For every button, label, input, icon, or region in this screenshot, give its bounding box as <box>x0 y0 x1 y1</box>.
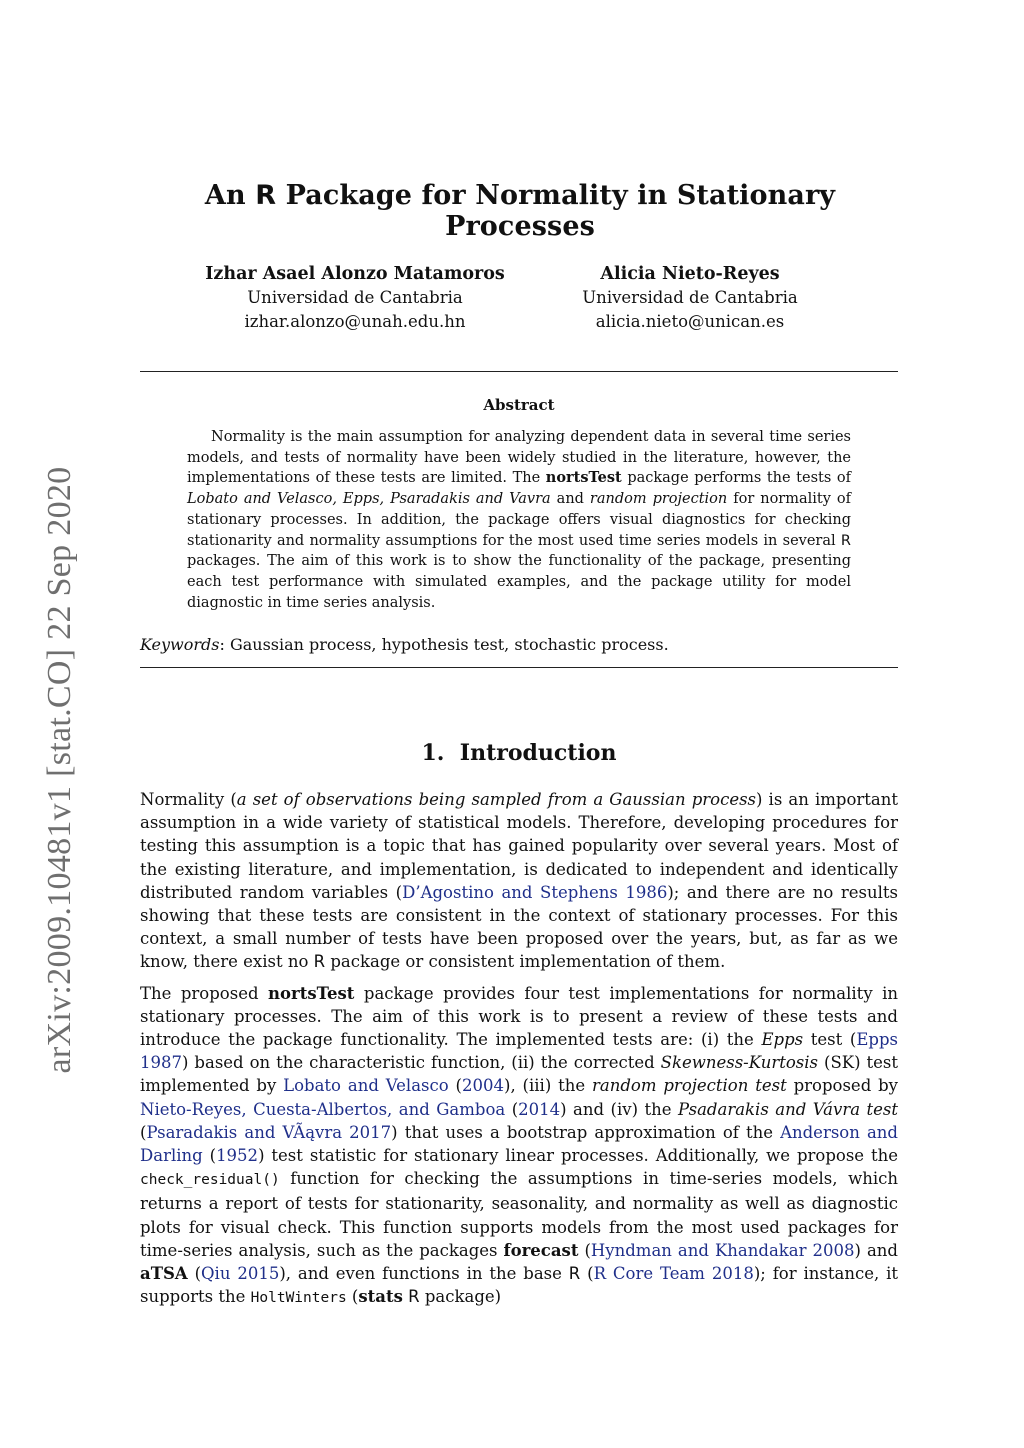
citation-link[interactable]: Anderson and Darling <box>140 1122 898 1166</box>
citation-year-link[interactable]: 2014 <box>518 1099 561 1119</box>
abstract-top-rule <box>140 371 898 372</box>
citation-link[interactable]: D’Agostino and Stephens 1986 <box>402 882 668 902</box>
paper-title: An R Package for Normality in Stationary Processes <box>204 180 836 242</box>
function-name: HoltWinters <box>250 1290 347 1307</box>
citation-link[interactable]: Lobato and Velasco <box>283 1076 449 1096</box>
r-language-mark: R <box>255 180 277 211</box>
citation-link[interactable]: Psaradakis and VÃąvra 2017 <box>146 1122 392 1142</box>
author-affiliation: Universidad de Cantabria <box>247 288 463 307</box>
paragraph: The proposed nortsTest package provides four test implementations for normality in stationary processes. The aim of this work is to present a review of these tests and introduce the package functionality. The implemented tests are: (i) the Epps test (Epps 1987) based on the characteristic function, (ii) the corrected Skewness-Kurtosis (SK) test implemented by Lobato and Velasco (2004), (iii) the random projection test proposed by Nieto-Reyes, Cuesta-Albertos, and Gamboa (2014) and (iv) the Psadarakis and Vávra test (Psaradakis and VÃąvra 2017) that uses a bootstrap approximation of the Anderson and Darling (1952) test statistic for stationary linear processes. Additionally, we propose the check_residual() function for checking the assumptions in time-series models, which returns a report of tests for stationarity, seasonality, and normality as well as diagnostic plots for visual check. This function supports models from the most used packages for time-series analysis, such as the packages forecast (Hyndman and Khandakar 2008) and aTSA (Qiu 2015), and even functions in the base R (R Core Team 2018); for instance, it supports the HoltWinters (stats R package) <box>140 983 899 1307</box>
citation-link[interactable]: Nieto-Reyes, Cuesta-Albertos, and Gamboa <box>140 1099 506 1119</box>
author-affiliation: Universidad de Cantabria <box>582 288 798 307</box>
section-heading-introduction: 1. Introduction <box>421 740 617 766</box>
paragraph: Normality (a set of observations being sampled from a Gaussian process) is an important assumption in a wide variety of statistical models. Therefore, developing procedures for testing this assumption is a topic that has gained popularity over several years. Most of the existing literature, and implementation, is dedicated to independent and identically distributed random variables (D’Agostino and Stephens 1986); and there are no results showing that these tests are consistent in the context of stationary processes. For this context, a small number of tests have been proposed over the years, but, as far as we know, there exist no R package or consistent implementation of them. <box>140 790 899 972</box>
author-block-1 <box>170 262 540 334</box>
abstract-bottom-rule <box>140 667 898 668</box>
abstract-heading: Abstract <box>483 396 555 414</box>
abstract-body: Normality is the main assumption for analyzing dependent data in several time series models, and tests of normality have been widely studied in the literature, however, the implementations of these tests are limited. The nortsTest package performs the tests of Lobato and Velasco, Epps, Psaradakis and Vavra and random projection for normality of stationary processes. In addition, the package offers visual diagnostics for checking stationarity and normality assumptions for the most used time series models in several R packages. The aim of this work is to show the functionality of the package, presenting each test performance with simulated examples, and the package utility for model diagnostic in time series analysis. <box>187 429 851 611</box>
keywords-line: Keywords: Gaussian process, hypothesis test, stochastic process. <box>140 635 669 654</box>
citation-link[interactable]: R Core Team 2018 <box>593 1264 754 1284</box>
author-email: izhar.alonzo@unah.edu.hn <box>244 312 466 331</box>
citation-link[interactable]: Hyndman and Khandakar 2008 <box>590 1240 855 1260</box>
citation-year-link[interactable]: 2004 <box>462 1076 504 1096</box>
arxiv-identifier: arXiv:2009.10481v1 [stat.CO] 22 Sep 2020 <box>41 466 78 1074</box>
citation-link[interactable]: Epps 1987 <box>140 1030 898 1073</box>
author-name: Izhar Asael Alonzo Matamoros <box>205 264 505 284</box>
citation-year-link[interactable]: 1952 <box>216 1146 259 1166</box>
author-block-2 <box>560 262 820 334</box>
author-name: Alicia Nieto-Reyes <box>600 264 780 284</box>
function-name: check_residual() <box>140 1172 280 1189</box>
citation-link[interactable]: Qiu 2015 <box>201 1264 280 1284</box>
introduction-body <box>140 788 898 1318</box>
author-email: alicia.nieto@unican.es <box>595 312 785 331</box>
